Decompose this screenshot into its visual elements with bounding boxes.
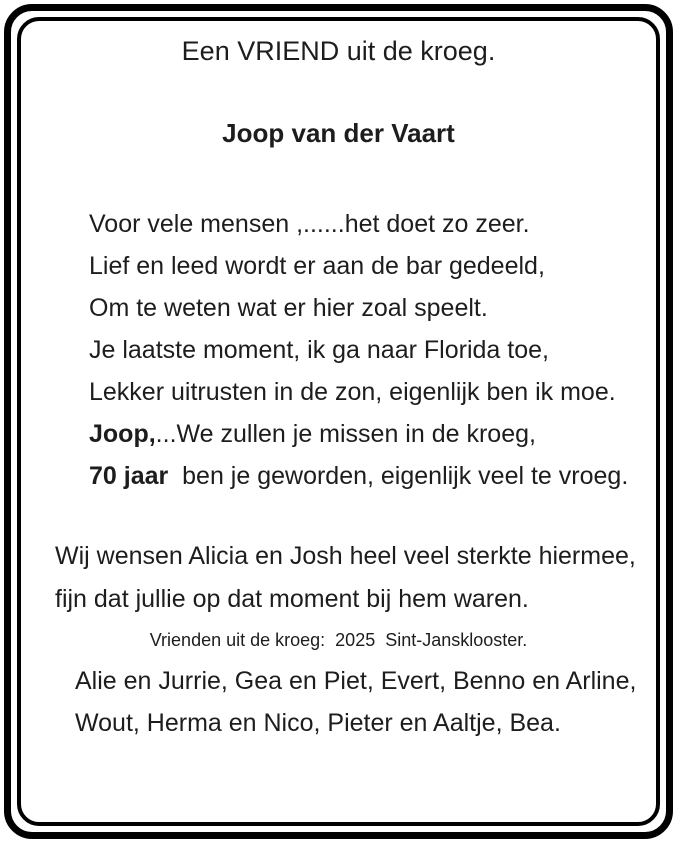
poem-line-text: ...We zullen je missen in de kroeg, (155, 420, 536, 448)
poem-line (89, 455, 654, 497)
friends-line: Alie en Jurrie, Gea en Piet, Evert, Benno en Arline, (75, 667, 637, 695)
poem (23, 203, 654, 497)
signature-line: Vrienden uit de kroeg: 2025 Sint-Jansklooster. (149, 630, 528, 650)
poem-line-bold: Joop, (89, 420, 156, 448)
card-title: Een VRIEND uit de kroeg. (181, 36, 496, 66)
poem-line (89, 203, 654, 245)
poem-line (89, 371, 654, 413)
poem-line-text: Om te weten wat er hier zoal speelt. (89, 294, 488, 322)
memorial-card (23, 23, 654, 820)
poem-line-text: Voor vele mensen ,......het doet zo zeer. (89, 210, 530, 238)
poem-line-text: Je laatste moment, ik ga naar Florida toe, (89, 336, 549, 364)
poem-line (89, 329, 654, 371)
condolence-message (23, 535, 654, 621)
poem-line (89, 287, 654, 329)
poem-line-text: Lief en leed wordt er aan de bar gedeeld, (89, 252, 545, 280)
friends-names (23, 660, 654, 744)
deceased-name: Joop van der Vaart (222, 118, 455, 148)
poem-line-text: ben je geworden, eigenlijk veel te vroeg. (168, 462, 629, 490)
friends-line: Wout, Herma en Nico, Pieter en Aaltje, Bea. (75, 709, 561, 737)
poem-line-bold: 70 jaar (89, 462, 169, 490)
poem-line (89, 413, 654, 455)
condolence-line: Wij wensen Alicia en Josh heel veel sterkte hiermee, (55, 542, 636, 570)
condolence-line: fijn dat jullie op dat moment bij hem waren. (55, 585, 529, 613)
poem-line-text: Lekker uitrusten in de zon, eigenlijk ben ik moe. (89, 378, 616, 406)
poem-line (89, 245, 654, 287)
